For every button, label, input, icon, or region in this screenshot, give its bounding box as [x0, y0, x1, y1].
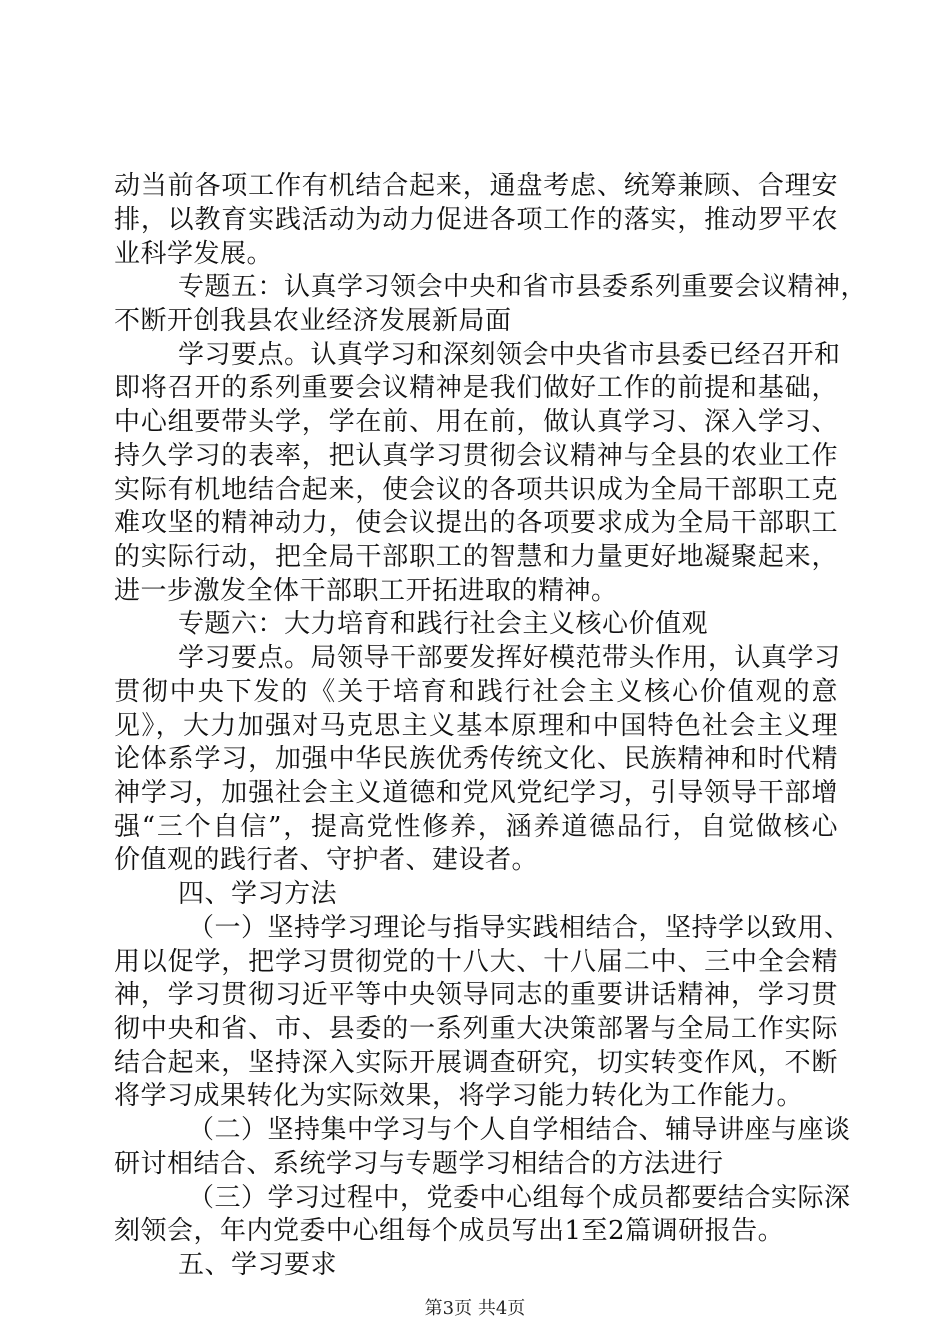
text-line: 刻领会，年内党委中心组每个成员写出1至2篇调研报告。 — [114, 1216, 785, 1246]
text-line: 学习要点。认真学习和深刻领会中央省市县委已经召开和 — [178, 340, 841, 370]
text-line: 中心组要带头学，学在前、用在前，做认真学习、深入学习、 — [114, 407, 838, 437]
text-line: 动当前各项工作有机结合起来，通盘考虑、统筹兼顾、合理安 — [114, 171, 838, 201]
section-heading: 四、学习方法 — [178, 879, 338, 909]
text-line: （二）坚持集中学习与个人自学相结合、辅导讲座与座谈 — [188, 1115, 851, 1145]
text-line: 结合起来，坚持深入实际开展调查研究，切实转变作风，不断 — [114, 1048, 838, 1078]
text-line: 神学习，加强社会主义道德和党风党纪学习，引导领导干部增 — [114, 778, 838, 808]
text-line: 价值观的践行者、守护者、建设者。 — [114, 845, 539, 875]
section-heading: 五、学习要求 — [178, 1250, 338, 1280]
text-line: 业科学发展。 — [114, 239, 274, 269]
text-line: 即将召开的系列重要会议精神是我们做好工作的前提和基础， — [114, 373, 838, 403]
text-line: 实际有机地结合起来，使会议的各项共识成为全局干部职工克 — [114, 475, 838, 505]
section-heading: 专题六：大力培育和践行社会主义核心价值观 — [178, 609, 709, 639]
text-line: 排，以教育实践活动为动力促进各项工作的落实，推动罗平农 — [114, 205, 838, 235]
text-line: （三）学习过程中，党委中心组每个成员都要结合实际深 — [188, 1183, 851, 1213]
text-line: 研讨相结合、系统学习与专题学习相结合的方法进行 — [114, 1149, 724, 1179]
text-line: 见》，大力加强对马克思主义基本原理和中国特色社会主义理 — [114, 711, 838, 741]
text-line: 贯彻中央下发的《关于培育和践行社会主义核心价值观的意 — [114, 677, 838, 707]
page-footer: 第3页 共4页 — [424, 1298, 526, 1319]
text-line: 强“三个自信”，提高党性修养，涵养道德品行，自觉做核心 — [114, 812, 838, 842]
section-heading: 专题五：认真学习领会中央和省市县委系列重要会议精神， — [178, 272, 868, 302]
text-line: 进一步激发全体干部职工开拓进取的精神。 — [114, 576, 618, 606]
text-line: 持久学习的表率，把认真学习贯彻会议精神与全县的农业工作 — [114, 441, 838, 471]
text-line: 难攻坚的精神动力，使会议提出的各项要求成为全局干部职工 — [114, 508, 838, 538]
text-line: 论体系学习，加强中华民族优秀传统文化、民族精神和时代精 — [114, 744, 838, 774]
text-line: 将学习成果转化为实际效果，将学习能力转化为工作能力。 — [114, 1081, 804, 1111]
text-line: 学习要点。局领导干部要发挥好模范带头作用，认真学习 — [178, 643, 841, 673]
text-line: （一）坚持学习理论与指导实践相结合，坚持学以致用、 — [188, 913, 851, 943]
text-line: 用以促学，把学习贯彻党的十八大、十八届二中、三中全会精 — [114, 947, 838, 977]
text-line: 彻中央和省、市、县委的一系列重大决策部署与全局工作实际 — [114, 1014, 838, 1044]
text-line: 的实际行动，把全局干部职工的智慧和力量更好地凝聚起来， — [114, 542, 838, 572]
section-heading: 不断开创我县农业经济发展新局面 — [114, 306, 512, 336]
text-line: 神，学习贯彻习近平等中央领导同志的重要讲话精神，学习贯 — [114, 980, 838, 1010]
